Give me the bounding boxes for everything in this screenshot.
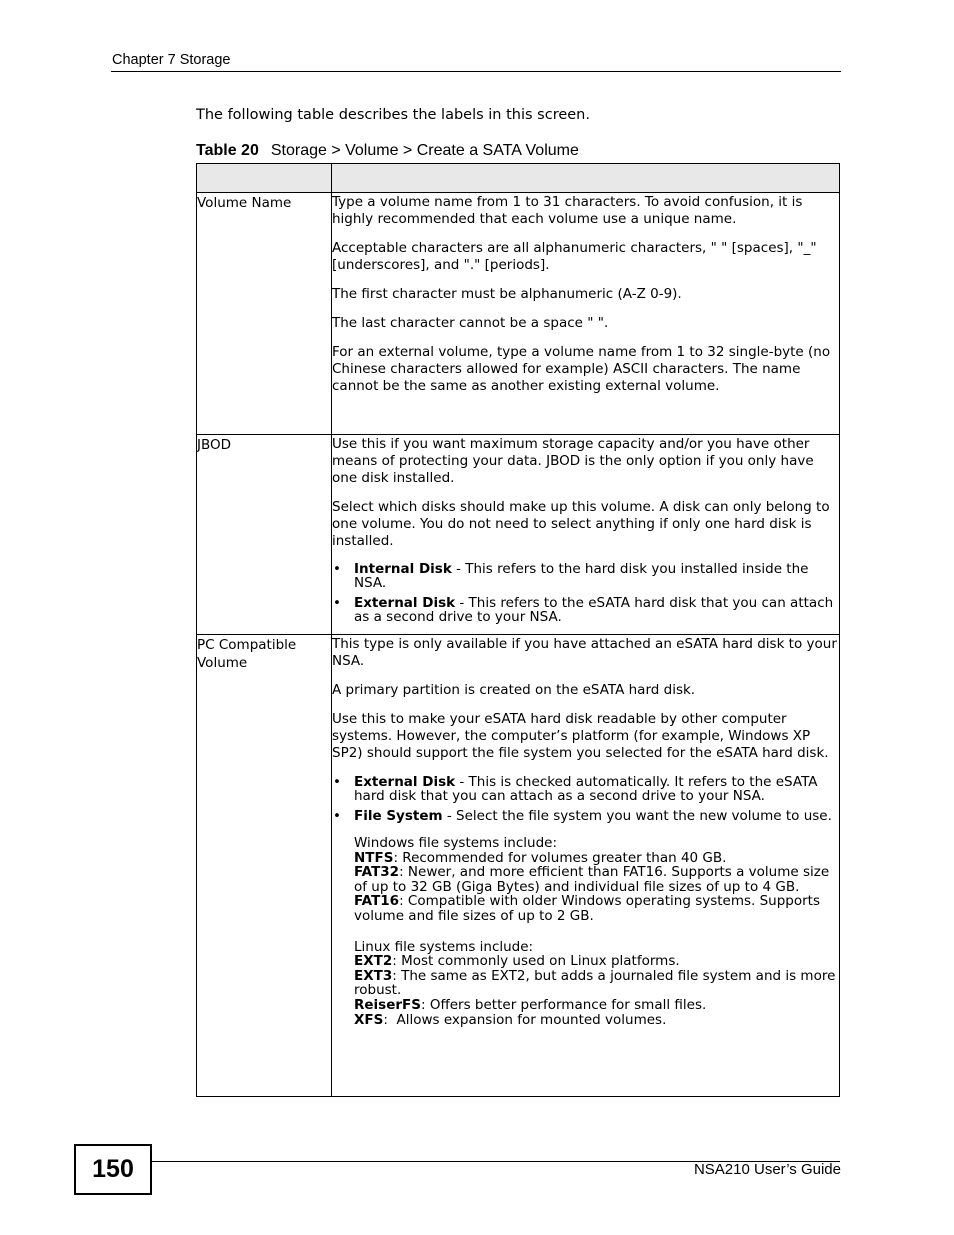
description-paragraph: Type a volume name from 1 to 31 characters. To avoid confusion, it is highly recommended that each volume use a unique name. — [332, 194, 803, 227]
fs-item: FAT16: Compatible with older Windows operating systems. Supports volume and file sizes of up to 2 GB. — [354, 893, 821, 924]
linux-fs-intro: Linux file systems include: — [354, 938, 534, 955]
header-cell-label — [197, 164, 332, 193]
file-systems-block — [332, 836, 839, 1027]
page-number-box — [74, 1144, 152, 1195]
bullet-item: • File System - Select the file system you want the new volume to use. — [333, 808, 832, 824]
bullet-list — [332, 562, 839, 624]
bullet-item: • External Disk - This is checked automatically. It refers to the eSATA hard disk that you can attach as a second drive to your NSA. — [333, 774, 818, 804]
bullet-item: • Internal Disk - This refers to the hard disk you installed inside the NSA. — [333, 561, 809, 591]
table-header-row — [197, 164, 840, 193]
table-row — [197, 635, 840, 1097]
description-paragraph: Use this if you want maximum storage capacity and/or you have other means of protecting your data. JBOD is the only option if you only have one disk installed. — [332, 436, 814, 486]
fs-item: XFS: Allows expansion for mounted volumes. — [354, 1011, 667, 1028]
description-paragraph: Use this to make your eSATA hard disk readable by other computer systems. However, the computer’s platform (for example, Windows XP SP2) should support the file system you selected for the eSATA hard disk. — [332, 711, 829, 761]
bullet-item: • External Disk - This refers to the eSATA hard disk that you can attach as a second drive to your NSA. — [333, 595, 834, 625]
labels-table — [196, 163, 840, 1097]
windows-fs-intro: Windows file systems include: — [354, 835, 557, 851]
bullet-list — [332, 775, 839, 823]
row-label: Volume Name — [197, 193, 332, 435]
table-caption — [196, 142, 579, 160]
chapter-header: Chapter 7 Storage — [112, 52, 231, 68]
row-description — [332, 635, 840, 1097]
description-paragraph: The first character must be alphanumeric (A-Z 0-9). — [332, 286, 682, 302]
row-description — [332, 435, 840, 635]
description-paragraph: For an external volume, type a volume name from 1 to 32 single-byte (no Chinese characters allowed for example) ASCII characters. The name cannot be the same as another existing external volume. — [332, 344, 831, 394]
row-label: PC Compatible Volume — [197, 635, 332, 1097]
table-title: Storage > Volume > Create a SATA Volume — [270, 142, 579, 159]
header-rule — [111, 71, 841, 72]
table-number: Table 20 — [196, 142, 259, 159]
page-number: 150 — [92, 1155, 134, 1183]
description-paragraph: The last character cannot be a space " ". — [332, 315, 609, 331]
description-paragraph: This type is only available if you have attached an eSATA hard disk to your NSA. — [332, 636, 837, 669]
guide-title: NSA210 User’s Guide — [693, 1161, 841, 1178]
intro-text: The following table describes the labels in this screen. — [196, 107, 590, 123]
header-cell-description — [332, 164, 840, 193]
fs-item: EXT2: Most commonly used on Linux platforms. — [354, 953, 680, 970]
fs-item: ReiserFS: Offers better performance for small files. — [354, 996, 707, 1013]
row-description — [332, 193, 840, 435]
table-row — [197, 435, 840, 635]
table-row — [197, 193, 840, 435]
fs-item: EXT3: The same as EXT2, but adds a journaled file system and is more robust. — [354, 967, 836, 999]
row-label: JBOD — [197, 435, 332, 635]
description-paragraph: A primary partition is created on the eSATA hard disk. — [332, 682, 696, 698]
fs-item: NTFS: Recommended for volumes greater than 40 GB. — [354, 849, 727, 866]
description-paragraph: Acceptable characters are all alphanumeric characters, " " [spaces], "_" [underscores], and "." [periods]. — [332, 240, 817, 273]
description-paragraph: Select which disks should make up this volume. A disk can only belong to one volume. You do not need to select anything if only one hard disk is installed. — [332, 499, 830, 549]
fs-item: FAT32: Newer, and more efficient than FAT16. Supports a volume size of up to 32 GB (Giga Bytes) and individual file sizes of up to 4 GB. — [354, 864, 830, 895]
